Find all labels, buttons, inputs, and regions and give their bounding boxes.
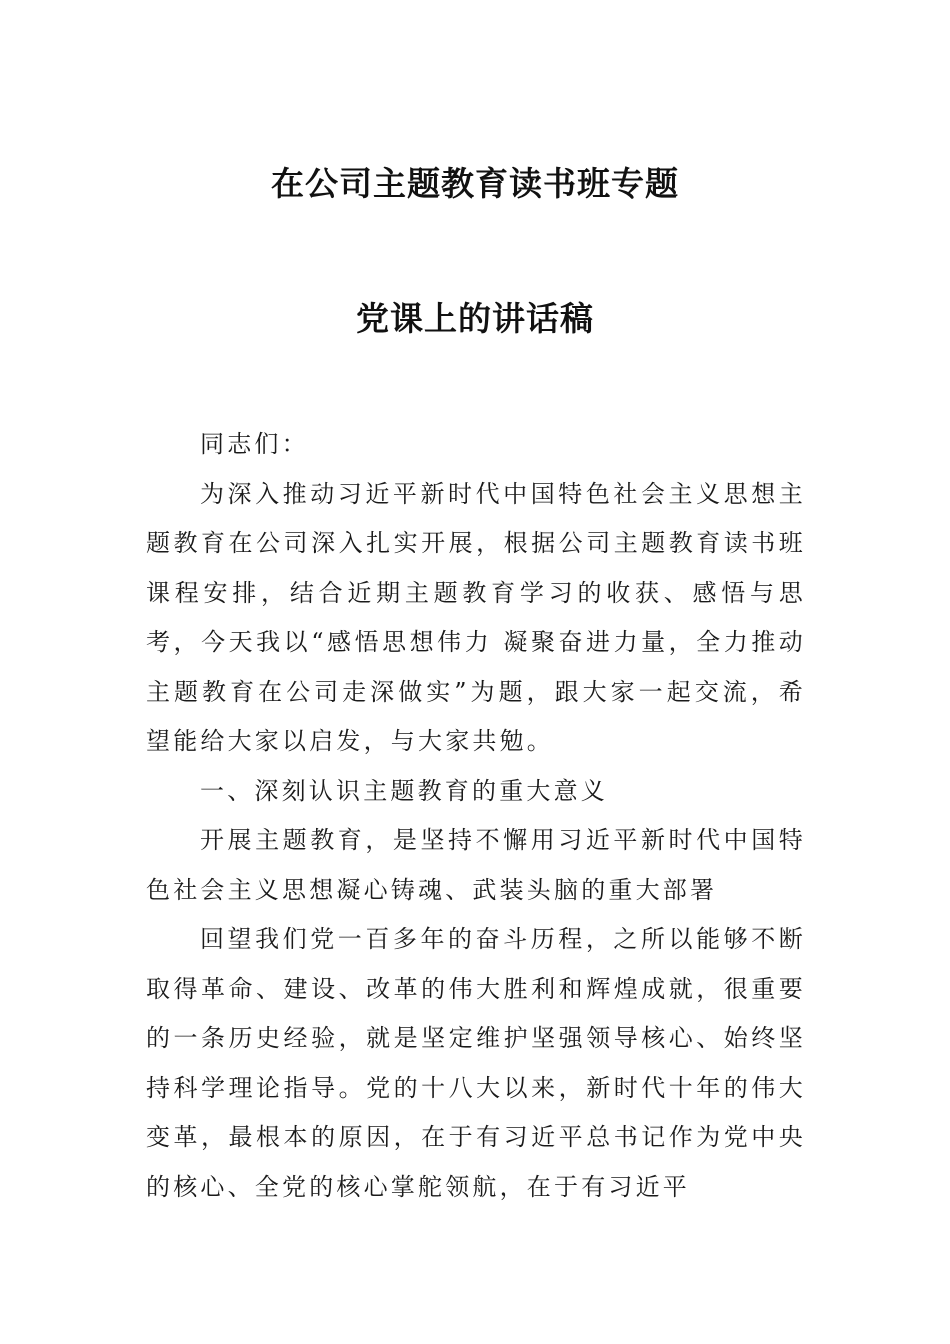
document-title-line-2: 党课上的讲话稿 (356, 299, 594, 338)
salutation: 同志们： (200, 430, 309, 458)
document-title-line-1: 在公司主题教育读书班专题 (271, 164, 679, 203)
section-heading: 一、深刻认识主题教育的重大意义 (200, 776, 608, 805)
document-body (146, 420, 806, 1212)
body-paragraph: 开展主题教育，是坚持不懈用习近平新时代中国特色社会主义思想凝心铸魂、武装头脑的重大部署 (146, 826, 806, 904)
intro-paragraph: 为深入推动习近平新时代中国特色社会主义思想主题教育在公司深入扎实开展，根据公司主题教育读书班课程安排，结合近期主题教育学习的收获、感悟与思考，今天我以“感悟思想伟力 凝聚奋进力量，全力推动主题教育在公司走深做实”为题，跟大家一起交流，希望能给大家以启发，与大家共勉。 (146, 479, 806, 755)
body-paragraph: 回望我们党一百多年的奋斗历程，之所以能够不断取得革命、建设、改革的伟大胜利和辉煌成就，很重要的一条历史经验，就是坚定维护坚强领导核心、始终坚持科学理论指导。党的十八大以来，新时代十年的伟大变革，最根本的原因，在于有习近平总书记作为党中央的核心、全党的核心掌舵领航，在于有习近平 (146, 925, 806, 1201)
